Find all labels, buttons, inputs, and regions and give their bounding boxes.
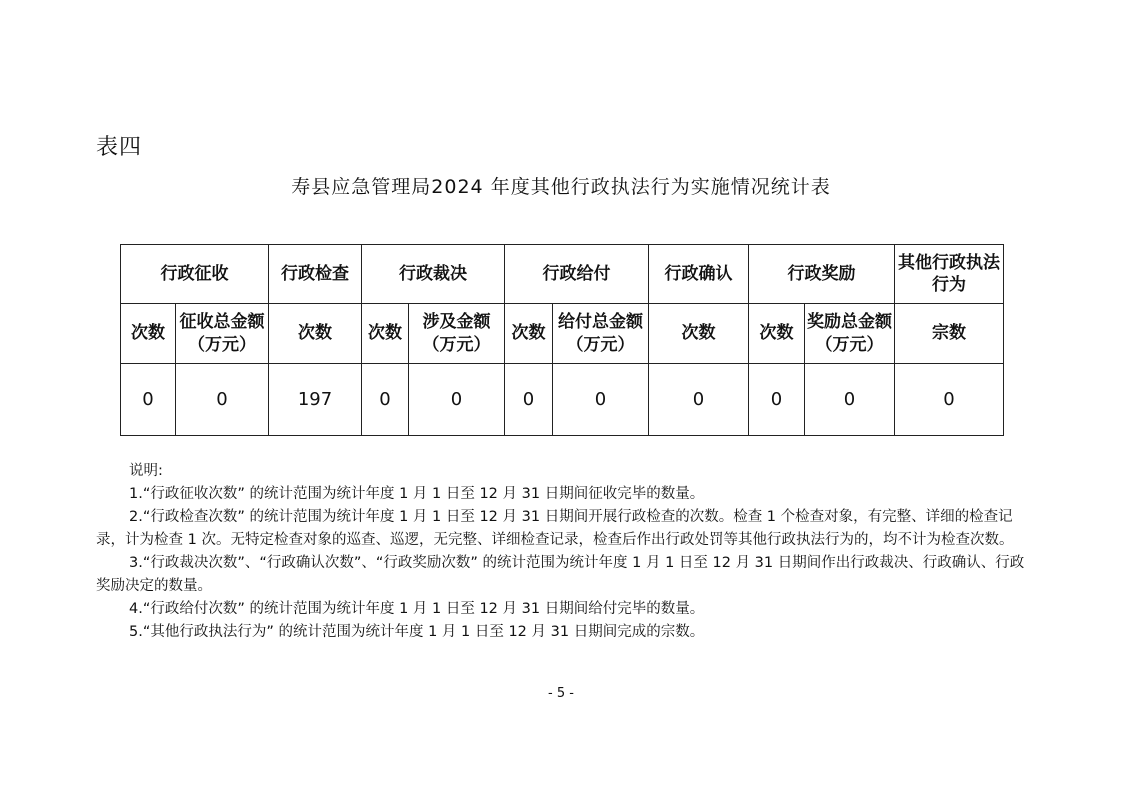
value-cell: 197	[269, 364, 362, 436]
subheader-cell: 次数	[121, 304, 176, 364]
header-other: 其他行政执法行为	[895, 245, 1004, 304]
value-cell: 0	[805, 364, 895, 436]
subheader-cell: 次数	[269, 304, 362, 364]
value-cell: 0	[553, 364, 649, 436]
value-cell: 0	[649, 364, 749, 436]
statistics-table	[120, 244, 1004, 436]
value-cell: 0	[409, 364, 505, 436]
note-item: 4.“行政给付次数” 的统计范围为统计年度 1 月 1 日至 12 月 31 日期间给付完毕的数量。	[129, 601, 705, 617]
header-confirmation: 行政确认	[649, 245, 749, 304]
document-title: 寿县应急管理局2024 年度其他行政执法行为实施情况统计表	[291, 176, 831, 198]
note-item: 2.“行政检查次数” 的统计范围为统计年度 1 月 1 日至 12 月 31 日期间开展行政检查的次数。检查 1 个检查对象，有完整、详细的检查记录，计为检查 1 次。无特定检查对象的巡查、巡逻，无完整、详细检查记录，检查后作出行政处罚等其他行政执法行为的，均不计为检查次数。	[96, 509, 1014, 548]
value-cell: 0	[749, 364, 805, 436]
table-header-row	[121, 245, 1004, 304]
value-cell: 0	[121, 364, 176, 436]
table-subheader-row	[121, 304, 1004, 364]
header-inspection: 行政检查	[269, 245, 362, 304]
notes-heading: 说明:	[129, 463, 163, 479]
subheader-cell: 奖励总金额（万元）	[805, 304, 895, 364]
header-reward: 行政奖励	[749, 245, 895, 304]
subheader-cell: 次数	[649, 304, 749, 364]
subheader-cell: 征收总金额（万元）	[176, 304, 269, 364]
note-item: 1.“行政征收次数” 的统计范围为统计年度 1 月 1 日至 12 月 31 日期间征收完毕的数量。	[129, 486, 705, 502]
value-cell: 0	[895, 364, 1004, 436]
note-item: 5.“其他行政执法行为” 的统计范围为统计年度 1 月 1 日至 12 月 31 日期间完成的宗数。	[129, 624, 705, 640]
table-label: 表四	[96, 135, 143, 160]
subheader-cell: 次数	[505, 304, 553, 364]
value-cell: 0	[362, 364, 409, 436]
subheader-cell: 涉及金额（万元）	[409, 304, 505, 364]
note-item: 3.“行政裁决次数”、“行政确认次数”、“行政奖励次数” 的统计范围为统计年度 1 月 1 日至 12 月 31 日期间作出行政裁决、行政确认、行政奖励决定的数量。	[96, 555, 1025, 594]
subheader-cell: 次数	[749, 304, 805, 364]
notes-section	[96, 460, 1036, 644]
header-payment: 行政给付	[505, 245, 649, 304]
page-number: - 5 -	[548, 686, 574, 701]
header-collection: 行政征收	[121, 245, 269, 304]
header-adjudication: 行政裁决	[362, 245, 505, 304]
table-row	[121, 364, 1004, 436]
subheader-cell: 给付总金额（万元）	[553, 304, 649, 364]
value-cell: 0	[176, 364, 269, 436]
subheader-cell: 宗数	[895, 304, 1004, 364]
subheader-cell: 次数	[362, 304, 409, 364]
value-cell: 0	[505, 364, 553, 436]
